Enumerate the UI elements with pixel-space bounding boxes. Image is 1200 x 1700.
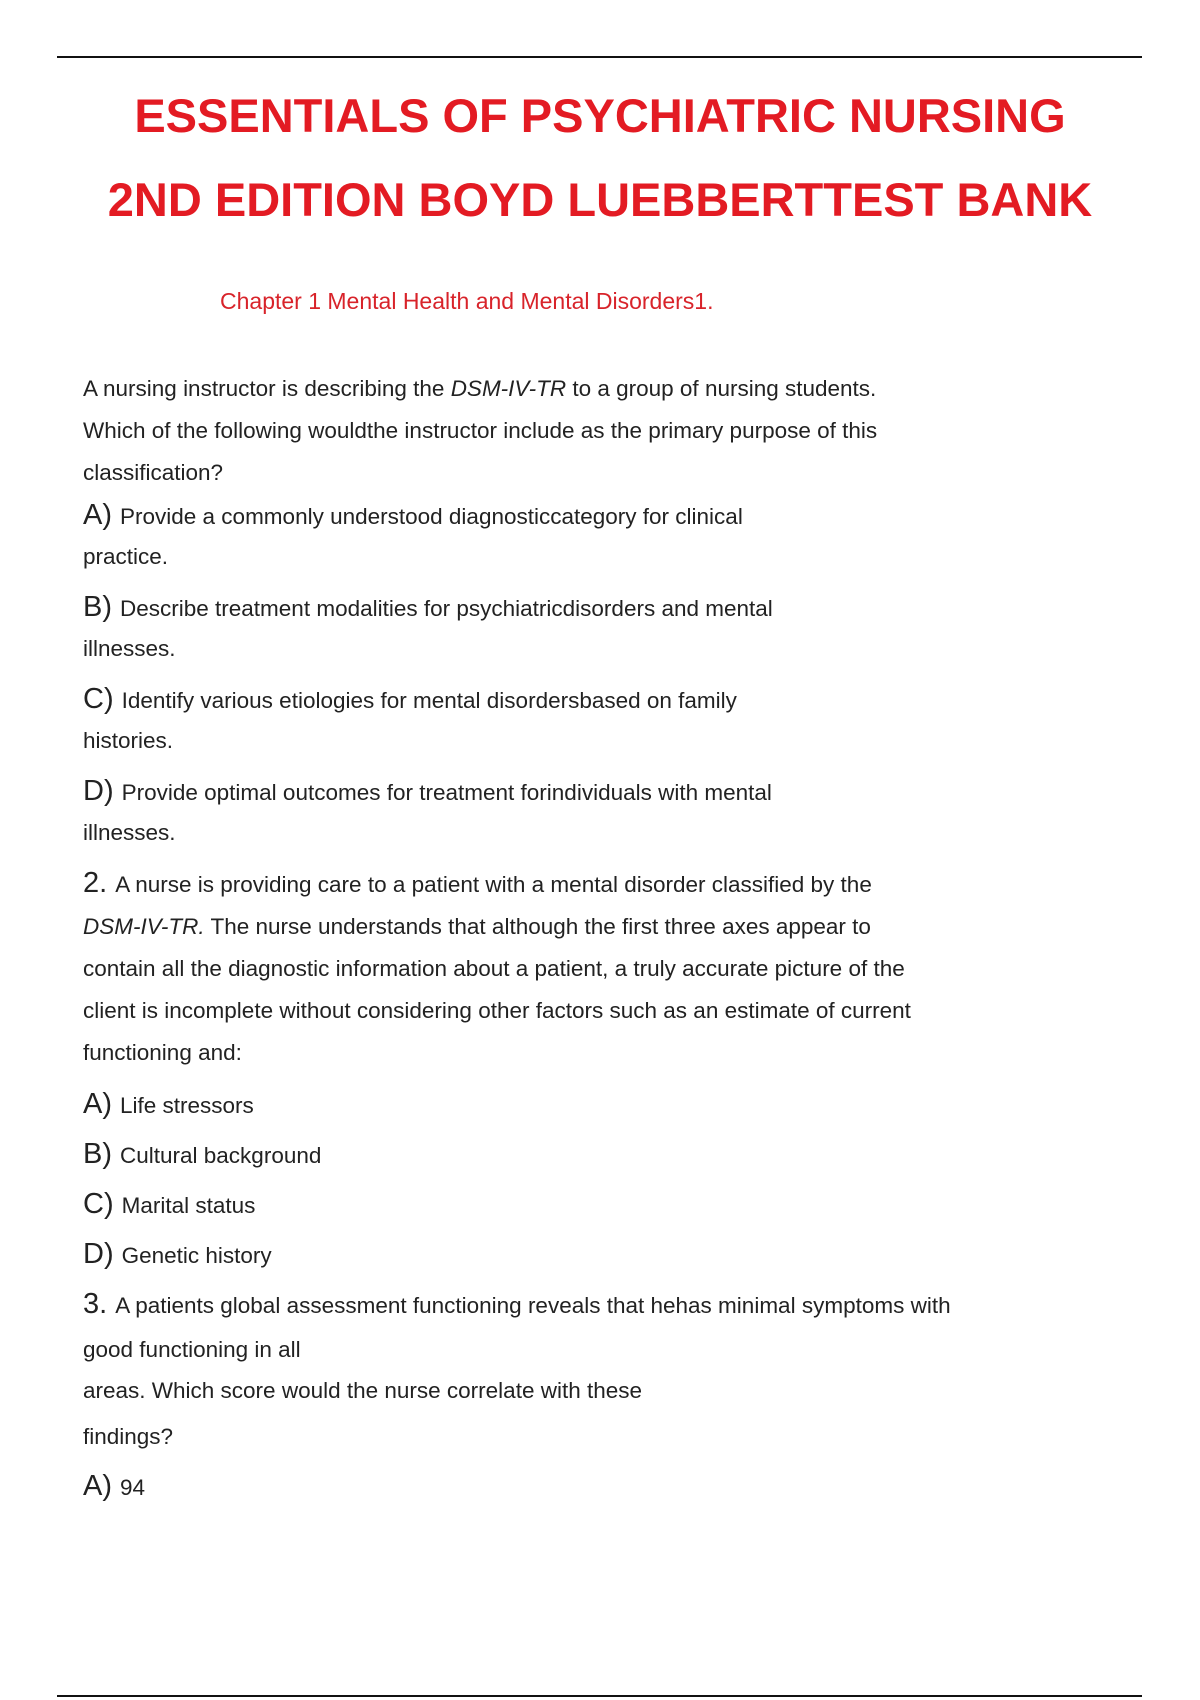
q1-option-c [83,678,1103,760]
q2-option-d [83,1230,1103,1280]
option-letter: A) [83,1470,112,1502]
question-number: 2. [83,867,108,899]
option-letter: A) [83,499,112,531]
q1-text-after: to a group of nursing students. [566,376,877,401]
option-text: Provide a commonly understood diagnosticcategory for clinical [120,504,743,529]
q1-text-before: A nursing instructor is describing the [83,376,451,401]
question-2-line-3: contain all the diagnostic information about a patient, a truly accurate picture of the [83,956,905,981]
q1-term: DSM-IV-TR [450,376,567,401]
question-1-line-1 [83,368,1103,410]
question-number: 3. [83,1288,108,1320]
q2-option-c [83,1180,1103,1230]
question-1-line-3: classification? [83,460,224,485]
question-2-line-5: functioning and: [83,1040,242,1065]
title-line-2: 2ND EDITION BOYD LUEBBERTTEST BANK [107,173,1093,226]
option-letter: A) [83,1088,112,1120]
option-text-cont: practice. [83,544,169,569]
q3-option-a [83,1462,1103,1512]
q2-option-a [83,1080,1103,1130]
option-letter: C) [83,1188,114,1220]
q2-line-2-text: The nurse understands that although the first three axes appear to [204,914,871,939]
question-3-line-1 [83,1280,1103,1330]
question-3 [83,1280,1103,1512]
option-text: Describe treatment modalities for psychiatricdisorders and mental [120,596,773,621]
option-letter: D) [83,775,114,807]
option-text: Identify various etiologies for mental disordersbased on family [121,688,737,713]
option-text-cont: illnesses. [83,820,176,845]
question-2-line-1 [83,862,1103,906]
option-text: Life stressors [120,1093,254,1118]
question-3-line-2: good functioning in all [83,1337,301,1362]
q3-line-1-text: A patients global assessment functioning reveals that hehas minimal symptoms with [115,1293,951,1318]
q1-option-b [83,586,1103,668]
option-text-cont: histories. [83,728,174,753]
q2-line-1-text: A nurse is providing care to a patient with a mental disorder classified by the [115,872,872,897]
question-2-line-2 [83,906,1103,948]
question-1-line-2: Which of the following wouldthe instructor include as the primary purpose of this [83,418,878,443]
option-text: Genetic history [121,1243,272,1268]
question-1 [83,368,1103,852]
option-letter: D) [83,1238,114,1270]
option-letter: C) [83,683,114,715]
option-letter: B) [83,591,112,623]
option-text-cont: illnesses. [83,636,176,661]
option-text: Marital status [121,1193,256,1218]
q1-option-d [83,770,1103,852]
q2-term: DSM-IV-TR. [83,914,205,939]
q1-option-a [83,494,1103,576]
option-letter: B) [83,1138,112,1170]
document-title [40,74,1160,242]
q2-option-b [83,1130,1103,1180]
question-2 [83,862,1103,1280]
question-2-line-4: client is incomplete without considering other factors such as an estimate of current [83,998,911,1023]
option-text: Provide optimal outcomes for treatment forindividuals with mental [121,780,772,805]
option-text: 94 [120,1475,146,1500]
option-text: Cultural background [120,1143,322,1168]
question-3-line-4: findings? [83,1424,174,1449]
top-rule [57,56,1142,58]
title-line-1: ESSENTIALS OF PSYCHIATRIC NURSING [134,89,1066,142]
chapter-heading: Chapter 1 Mental Health and Mental Disorders1. [220,288,714,314]
bottom-rule [57,1695,1142,1697]
question-3-line-3: areas. Which score would the nurse correlate with these [83,1378,643,1403]
question-content [83,368,1103,1512]
